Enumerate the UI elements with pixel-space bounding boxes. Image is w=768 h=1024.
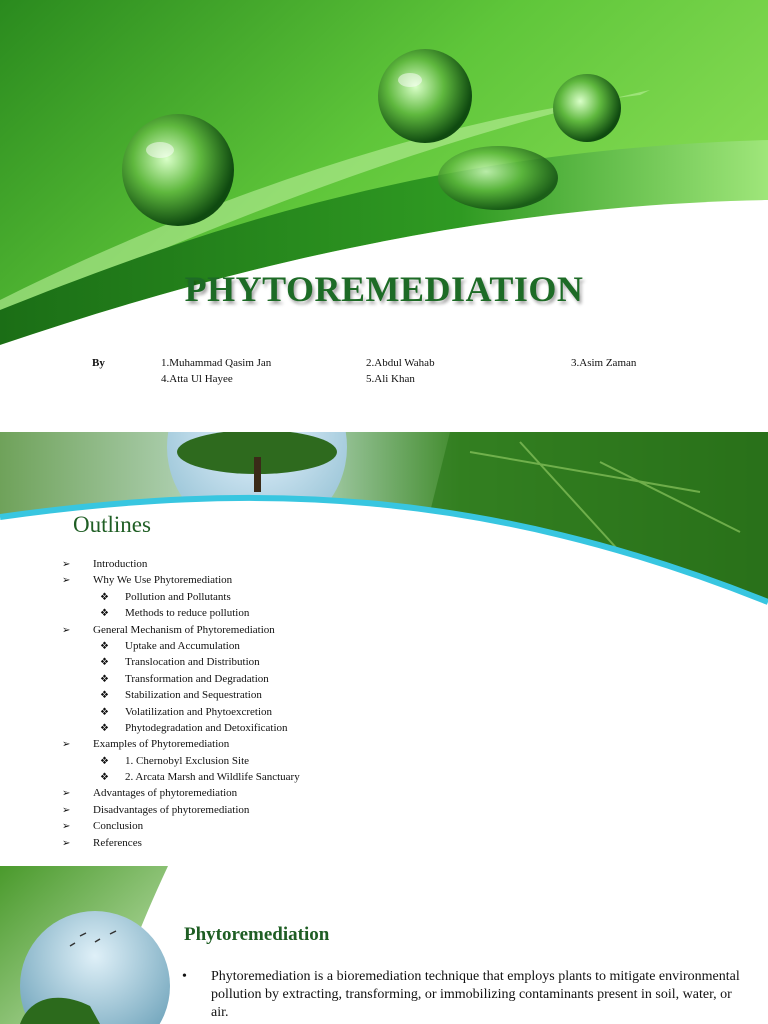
outline-item-text: Introduction <box>93 558 148 570</box>
outline-item <box>62 802 300 818</box>
bullet-icon: • <box>182 969 187 984</box>
outline-item <box>62 818 300 834</box>
outline-item-text: Pollution and Pollutants <box>125 590 231 603</box>
section-title: Phytoremediation <box>184 924 330 945</box>
outline-subitem <box>62 720 300 736</box>
bullet-icon: ❖ <box>100 706 109 718</box>
outline-item <box>62 622 300 638</box>
presentation-title: PHYTOREMEDIATION <box>184 269 584 309</box>
outline-heading: Outlines <box>73 512 151 537</box>
outline-item <box>62 785 300 801</box>
outline-slide <box>0 432 768 860</box>
by-label: By <box>92 357 105 369</box>
outline-subitem <box>62 769 300 785</box>
outline-subitem <box>62 654 300 670</box>
author-name: 4.Atta Ul Hayee <box>161 373 233 385</box>
outline-subitem <box>62 687 300 703</box>
outline-subitem <box>62 589 300 605</box>
outline-item <box>62 736 300 752</box>
outline-item-text: Advantages of phytoremediation <box>93 787 238 800</box>
outline-item-text: 1. Chernobyl Exclusion Site <box>125 754 250 767</box>
bullet-icon: ➢ <box>62 559 71 570</box>
bullet-icon: ❖ <box>100 673 109 685</box>
outline-subitem <box>62 605 300 621</box>
outline-item-text: Uptake and Accumulation <box>125 639 240 652</box>
outline-item-text: Translocation and Distribution <box>125 656 260 669</box>
outline-item <box>62 572 300 588</box>
bullet-icon: ➢ <box>62 624 71 636</box>
outline-subitem <box>62 638 300 654</box>
outline-list <box>62 556 300 851</box>
bullet-icon: ➢ <box>62 739 71 751</box>
bullet-icon: ❖ <box>100 772 109 784</box>
definition-text: Phytoremediation is a bioremediation technique that employs plants to mitigate environmental pollution by extracting, transforming, or immobilizing contaminants present in soil, water, or air. <box>211 969 740 1020</box>
slide-gap <box>0 420 768 432</box>
bullet-icon: ❖ <box>100 755 109 767</box>
title-slide <box>0 0 768 420</box>
author-name: 2.Abdul Wahab <box>366 357 435 369</box>
bullet-icon: ❖ <box>100 722 109 734</box>
author-name: 3.Asim Zaman <box>571 357 637 369</box>
outline-subitem <box>62 671 300 687</box>
outline-item-text: Methods to reduce pollution <box>125 607 250 620</box>
bullet-icon: ➢ <box>62 575 71 587</box>
outline-item-text: 2. Arcata Marsh and Wildlife Sanctuary <box>125 771 300 784</box>
outline-item-text: Examples of Phytoremediation <box>93 738 230 751</box>
bullet-icon: ❖ <box>100 657 109 669</box>
outline-item <box>62 835 300 851</box>
outline-item-text: Conclusion <box>93 820 144 833</box>
bullet-icon: ➢ <box>62 837 71 849</box>
slide-gap <box>0 860 768 866</box>
outline-item-text: Why We Use Phytoremediation <box>93 574 233 587</box>
bullet-icon: ➢ <box>62 788 71 800</box>
outline-item-text: Disadvantages of phytoremediation <box>93 803 250 816</box>
outline-item-text: Volatilization and Phytoexcretion <box>125 705 273 718</box>
bullet-icon: ➢ <box>62 821 71 833</box>
content-slide <box>0 866 768 1024</box>
outline-item-text: General Mechanism of Phytoremediation <box>93 623 275 636</box>
bullet-icon: ❖ <box>100 640 109 652</box>
outline-item-text: Phytodegradation and Detoxification <box>125 721 288 734</box>
outline-item-text: Transformation and Degradation <box>125 672 269 685</box>
author-name: 5.Ali Khan <box>366 373 415 385</box>
outline-subitem <box>62 753 300 769</box>
outline-item <box>62 556 300 572</box>
bullet-icon: ❖ <box>100 591 109 603</box>
author-name: 1.Muhammad Qasim Jan <box>161 357 272 369</box>
outline-subitem <box>62 704 300 720</box>
bullet-icon: ❖ <box>100 690 109 702</box>
outline-item-text: References <box>93 836 142 849</box>
bullet-icon: ➢ <box>62 804 71 816</box>
bullet-icon: ❖ <box>100 608 109 620</box>
outline-item-text: Stabilization and Sequestration <box>125 689 262 702</box>
